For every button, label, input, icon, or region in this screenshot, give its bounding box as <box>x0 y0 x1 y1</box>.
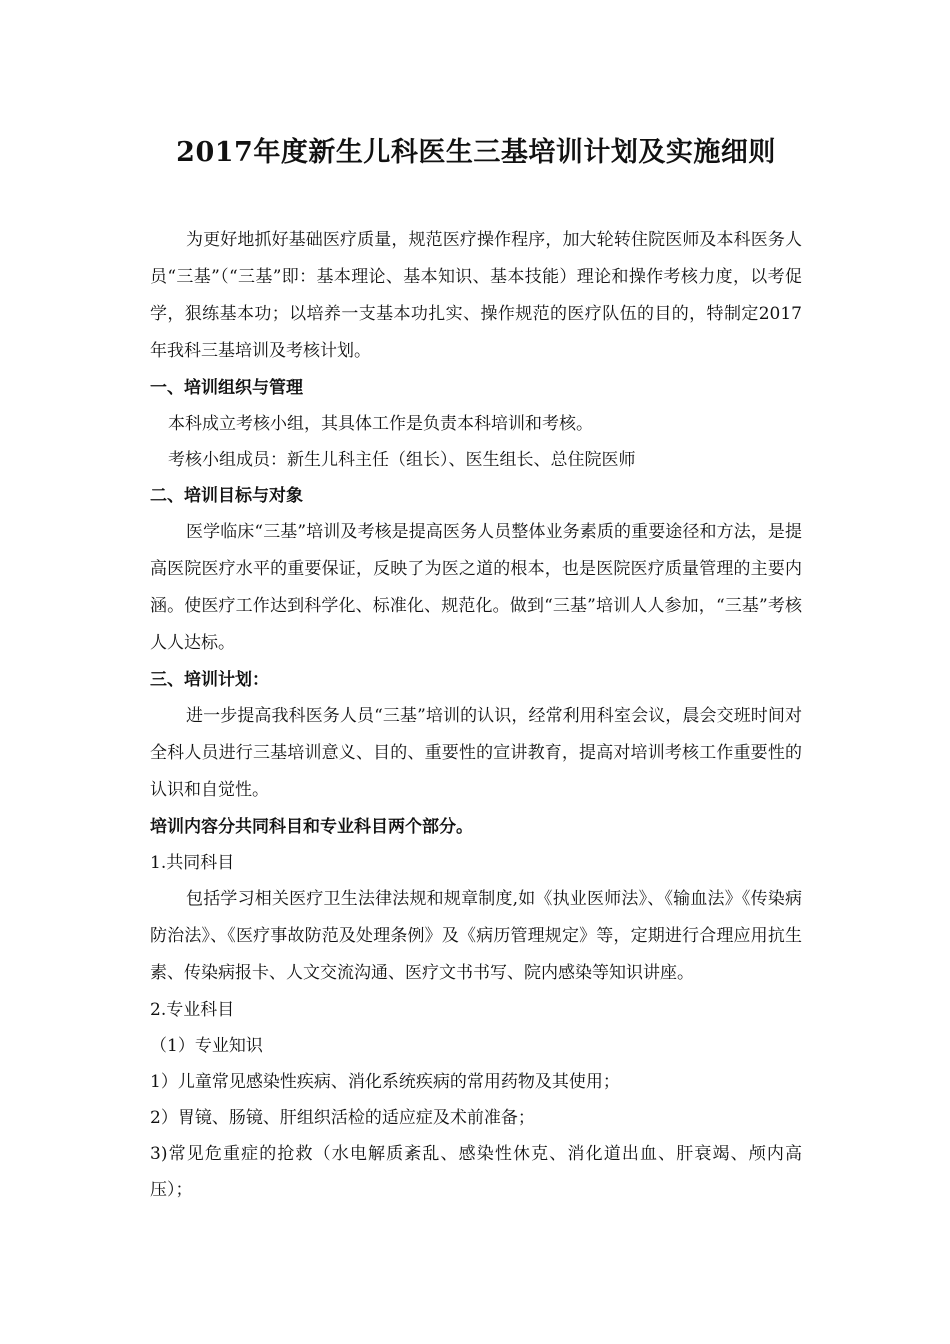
common-subject-paragraph: 包括学习相关医疗卫生法律法规和规章制度,如《执业医师法》、《输血法》《传染病防治法》、《医疗事故防范及处理条例》及《病历管理规定》等，定期进行合理应用抗生素、传染病报卡、人文交流沟通、医疗文书书写、院内感染等知识讲座。 <box>150 889 802 983</box>
professional-knowledge-heading: （1）专业知识 <box>150 1036 263 1056</box>
common-subject-heading: 1.共同科目 <box>150 853 235 873</box>
section1-line1: 本科成立考核小组，其具体工作是负责本科培训和考核。 <box>168 414 593 434</box>
list-item: 1）儿童常见感染性疾病、消化系统疾病的常用药物及其使用； <box>150 1072 620 1092</box>
list-item: 2）胃镜、肠镜、肝组织活检的适应症及术前准备； <box>150 1108 535 1128</box>
section2-paragraph: 医学临床“三基”培训及考核是提高医务人员整体业务素质的重要途径和方法，是提高医院医疗水平的重要保证，反映了为医之道的根本，也是医院医疗质量管理的主要内涵。使医疗工作达到科学化、标准化、规范化。做到“三基”培训人人参加，“三基”考核人人达标。 <box>150 522 802 653</box>
section3-paragraph: 进一步提高我科医务人员“三基”培训的认识，经常利用科室会议，晨会交班时间对全科人员进行三基培训意义、目的、重要性的宣讲教育，提高对培训考核工作重要性的认识和自觉性。 <box>150 706 802 800</box>
section1-heading: 一、培训组织与管理 <box>150 378 303 398</box>
section3-heading: 三、培训计划： <box>150 670 269 690</box>
document-body <box>150 222 802 1208</box>
section2-heading: 二、培训目标与对象 <box>150 486 303 506</box>
intro-paragraph: 为更好地抓好基础医疗质量，规范医疗操作程序，加大轮转住院医师及本科医务人员“三基”（“三基”即：基本理论、基本知识、基本技能）理论和操作考核力度，以考促学，狠练基本功；以培养一支基本功扎实、操作规范的医疗队伍的目的，特制定2017年我科三基培训及考核计划。 <box>150 230 802 361</box>
document-title: 2017年度新生儿科医生三基培训计划及实施细则 <box>176 137 776 168</box>
list-item: 3)常见危重症的抢救（水电解质紊乱、感染性休克、消化道出血、肝衰竭、颅内高压）； <box>150 1144 802 1200</box>
professional-subject-heading: 2.专业科目 <box>150 1000 235 1020</box>
section1-line2: 考核小组成员：新生儿科主任（组长）、医生组长、总住院医师 <box>168 450 636 470</box>
training-content-heading: 培训内容分共同科目和专业科目两个部分。 <box>150 817 473 837</box>
